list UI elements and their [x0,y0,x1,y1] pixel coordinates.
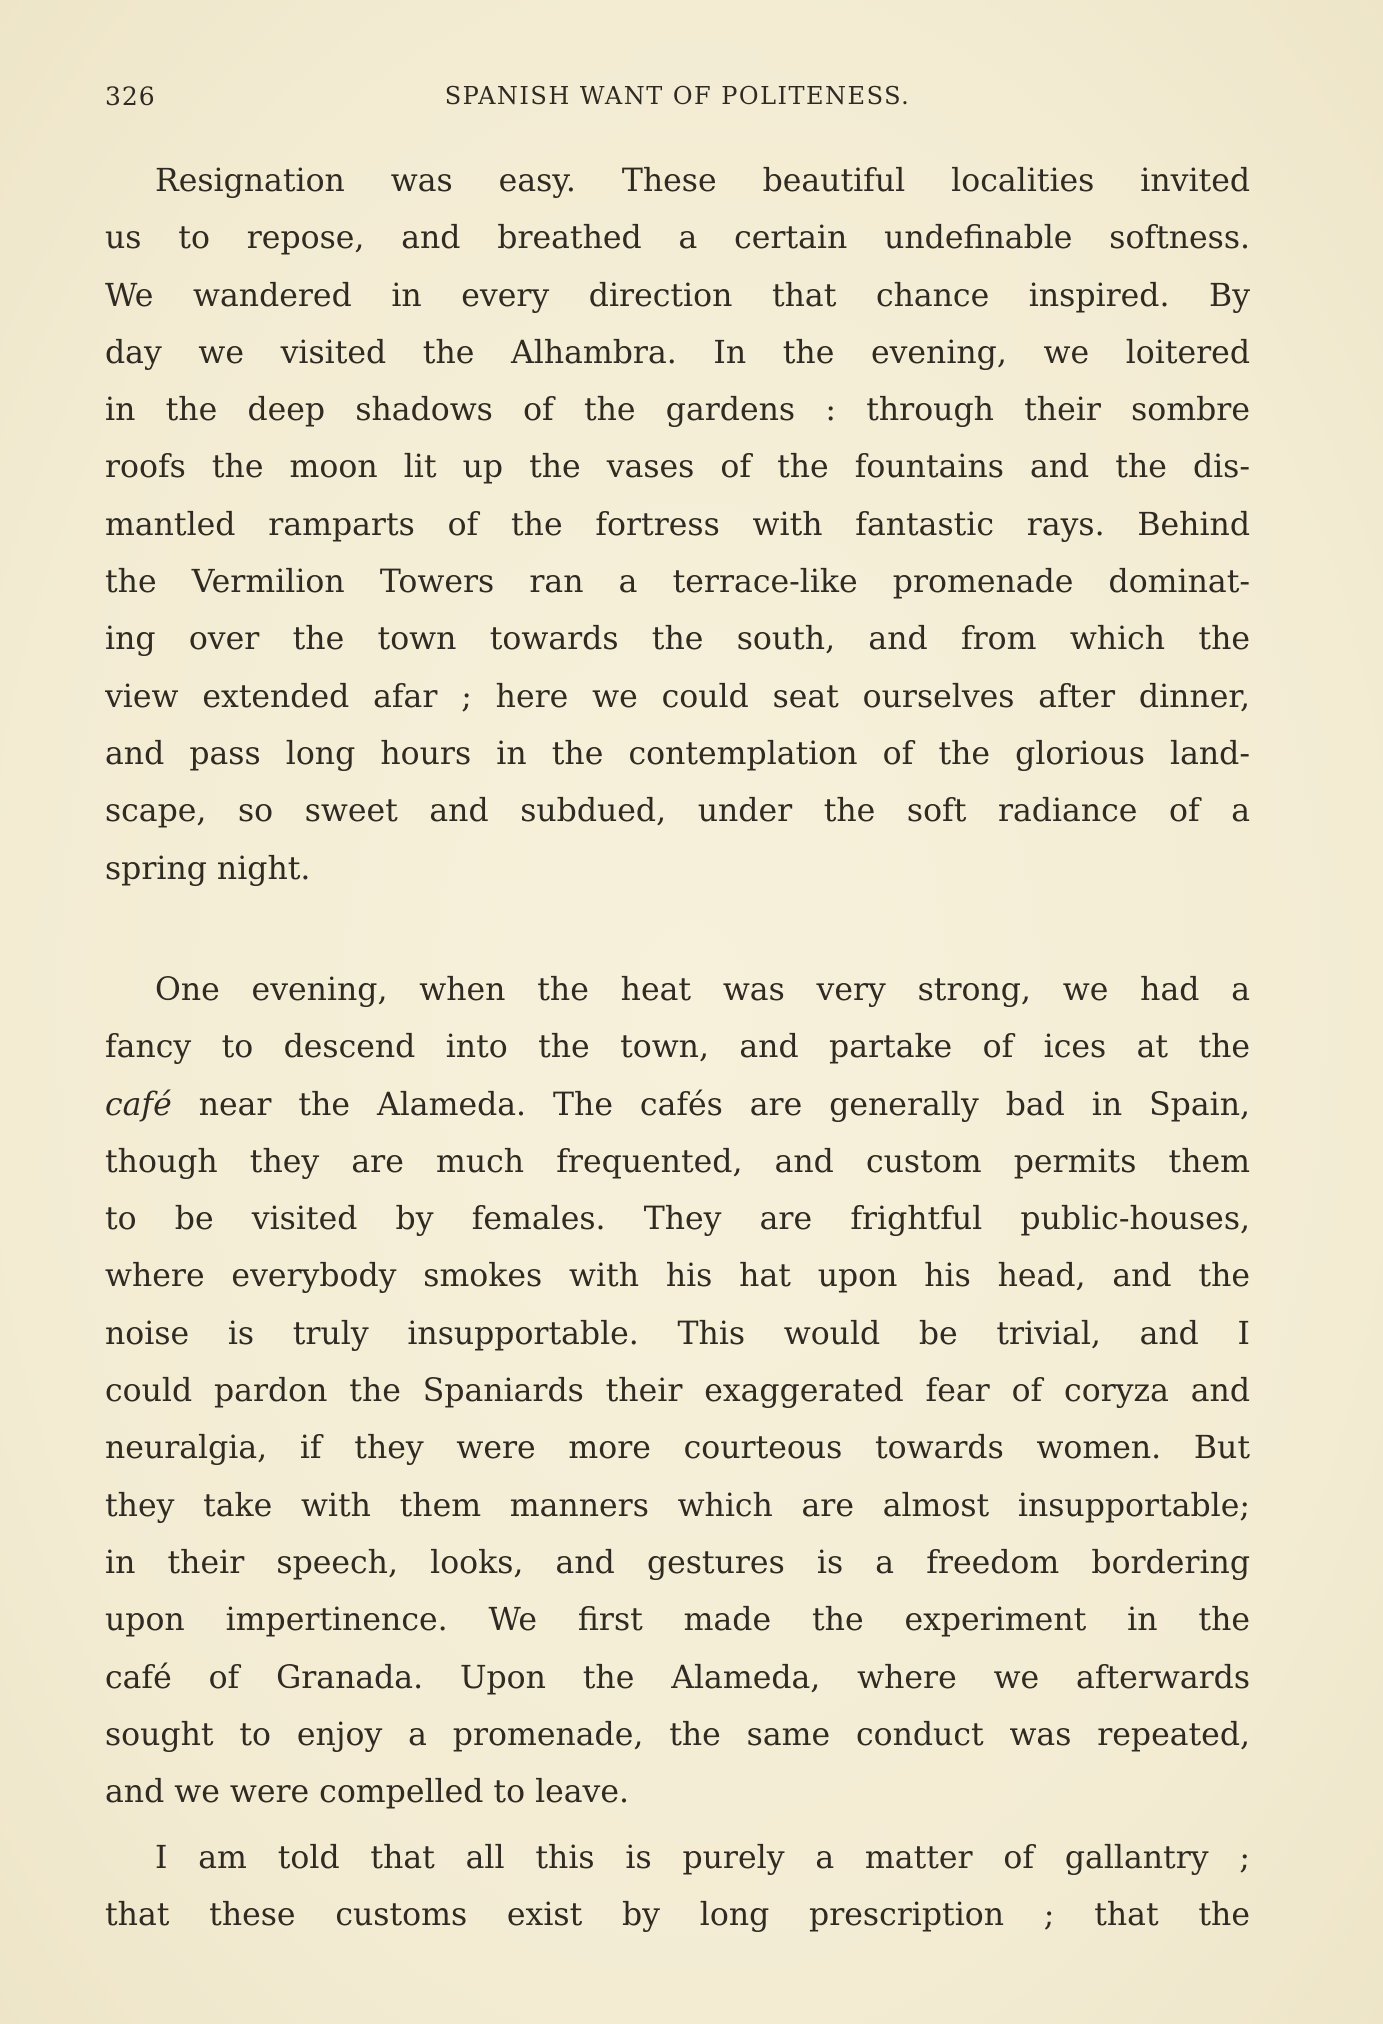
text-line: fancy to descend into the town, and partake of ices at the [105,1029,1250,1066]
text-line: the Vermilion Towers ran a terrace-like promenade dominat- [105,564,1250,601]
running-title: SPANISH WANT OF POLITENESS. [444,82,911,110]
text-line: in their speech, looks, and gestures is a freedom bordering [105,1544,1250,1581]
text-line: noise is truly insupportable. This would be trivial, and I [105,1315,1250,1352]
text-line: though they are much frequented, and custom permits them [105,1143,1250,1180]
text-line: Resignation was easy. These beautiful localities invited [155,163,1250,199]
text-line: where everybody smokes with his hat upon his head, and the [105,1258,1250,1295]
paragraph-1 [105,153,1250,898]
text-line: day we visited the Alhambra. In the evening, we loitered [105,334,1250,371]
paragraph-3 [105,1830,1250,1945]
text-line: scape, so sweet and subdued, under the soft radiance of a [105,793,1250,830]
text-line: could pardon the Spaniards their exaggerated fear of coryza and [105,1373,1250,1410]
paragraph-2 [105,962,1250,1821]
text-line: neuralgia, if they were more courteous towards women. But [105,1430,1250,1467]
text-line: they take with them manners which are almost insupportable; [105,1487,1250,1524]
text-line: and pass long hours in the contemplation of the glorious land- [105,735,1250,772]
text-line: us to repose, and breathed a certain undefinable softness. [105,220,1250,257]
text-line: sought to enjoy a promenade, the same conduct was repeated, [105,1716,1250,1753]
text-line: mantled ramparts of the fortress with fantastic rays. Behind [105,506,1250,543]
page-number: 326 [105,82,156,111]
text-line: and we were compelled to leave. [105,1774,630,1811]
text-line: in the deep shadows of the gardens : through their sombre [105,392,1250,429]
text-line: café of Granada. Upon the Alameda, where we afterwards [105,1659,1250,1696]
page-header [105,82,1250,122]
text-line: One evening, when the heat was very strong, we had a [155,972,1250,1008]
text-line: upon impertinence. We first made the experiment in the [105,1602,1250,1639]
text-line: to be visited by females. They are frightful public-houses, [105,1201,1250,1238]
text-line: spring night. [105,850,311,887]
text-line-rest: near the Alameda. The cafés are generally bad in Spain, [171,1086,1250,1123]
text-line-cafe [105,1077,1250,1134]
italic-word: café [105,1086,172,1123]
text-line: that these customs exist by long prescription ; that the [105,1897,1250,1934]
text-line: view extended afar ; here we could seat ourselves after dinner, [105,678,1250,715]
text-line: I am told that all this is purely a matter of gallantry ; [155,1840,1250,1876]
text-line: roofs the moon lit up the vases of the fountains and the dis- [105,449,1250,486]
text-line: We wandered in every direction that chance inspired. By [105,277,1250,314]
text-line: ing over the town towards the south, and from which the [105,621,1250,658]
